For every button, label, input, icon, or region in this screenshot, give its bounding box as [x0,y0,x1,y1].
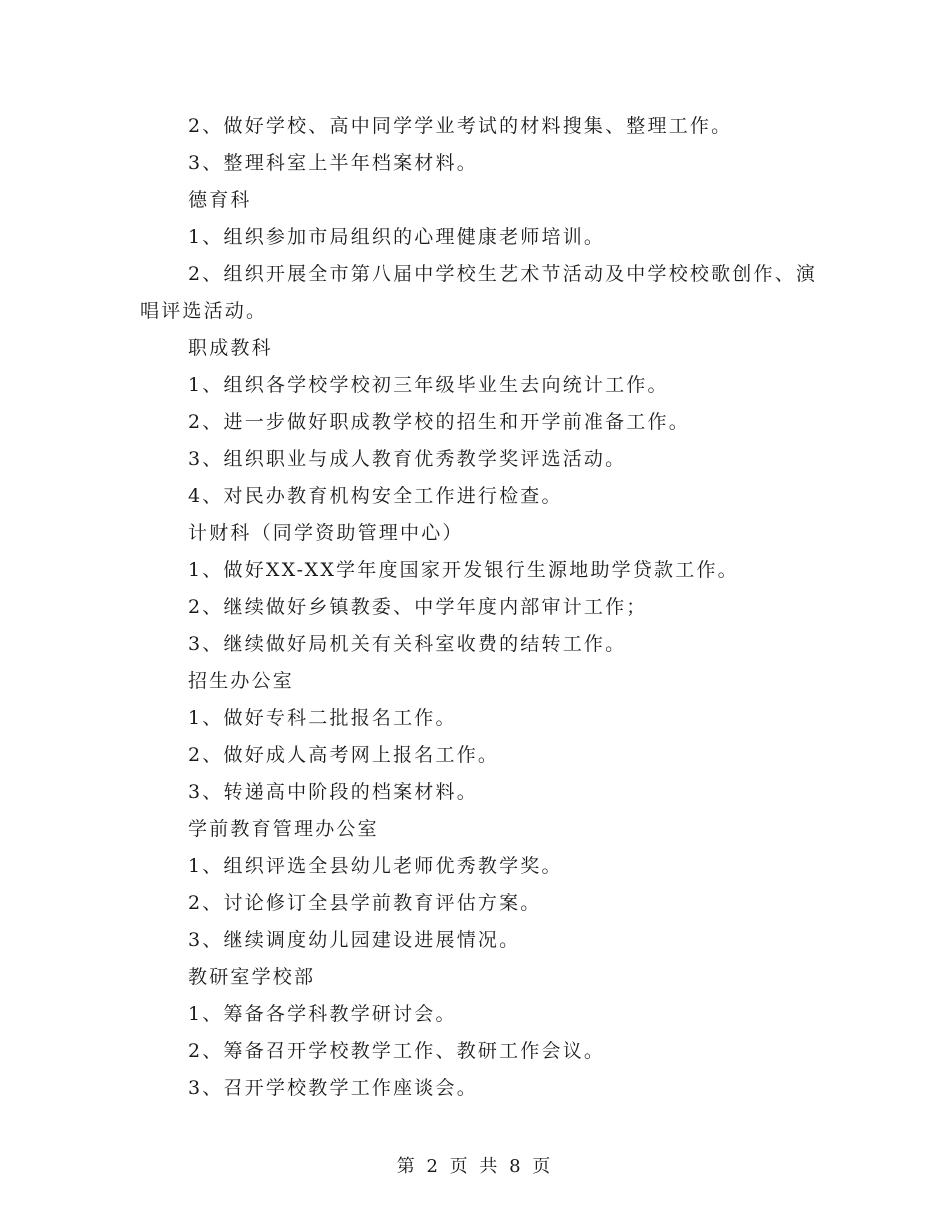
paragraph: 1、组织评选全县幼儿老师优秀教学奖。 [188,855,563,877]
paragraph: 3、继续做好局机关有关科室收费的结转工作。 [188,633,627,655]
paragraph: 1、组织参加市局组织的心理健康老师培训。 [188,226,606,248]
paragraph: 3、组织职业与成人教育优秀教学奖评选活动。 [188,448,627,470]
section-heading: 学前教育管理办公室 [188,818,379,840]
document-body [140,108,820,1107]
paragraph: 1、做好专科二批报名工作。 [188,707,457,729]
paragraph: 3、整理科室上半年档案材料。 [188,152,478,174]
page-number-footer: 第 2 页 共 8 页 [396,1156,554,1177]
section-heading: 职成教科 [188,337,273,359]
section-heading: 德育科 [188,189,252,211]
paragraph: 3、召开学校教学工作座谈会。 [188,1077,478,1099]
paragraph: 2、筹备召开学校教学工作、教研工作会议。 [188,1040,606,1062]
paragraph: 2、继续做好乡镇教委、中学年度内部审计工作； [188,596,648,618]
section-heading: 教研室学校部 [188,966,316,988]
paragraph: 2、做好学校、高中同学学业考试的材料搜集、整理工作。 [188,115,733,137]
paragraph: 2、做好成人高考网上报名工作。 [188,744,500,766]
paragraph: 4、对民办教育机构安全工作进行检查。 [188,485,563,507]
section-heading: 计财科（同学资助管理中心） [188,522,464,544]
paragraph: 1、做好XX-XX学年度国家开发银行生源地助学贷款工作。 [188,559,739,581]
paragraph: 1、筹备各学科教学研讨会。 [188,1003,457,1025]
paragraph: 2、进一步做好职成教学校的招生和开学前准备工作。 [188,411,690,433]
section-heading: 招生办公室 [188,670,295,692]
paragraph: 1、组织各学校学校初三年级毕业生去向统计工作。 [188,374,669,396]
paragraph: 2、组织开展全市第八届中学校生艺术节活动及中学校校歌创作、演唱评选活动。 [140,263,818,322]
paragraph: 3、转递高中阶段的档案材料。 [188,781,478,803]
paragraph: 3、继续调度幼儿园建设进展情况。 [188,929,521,951]
paragraph: 2、讨论修订全县学前教育评估方案。 [188,892,542,914]
